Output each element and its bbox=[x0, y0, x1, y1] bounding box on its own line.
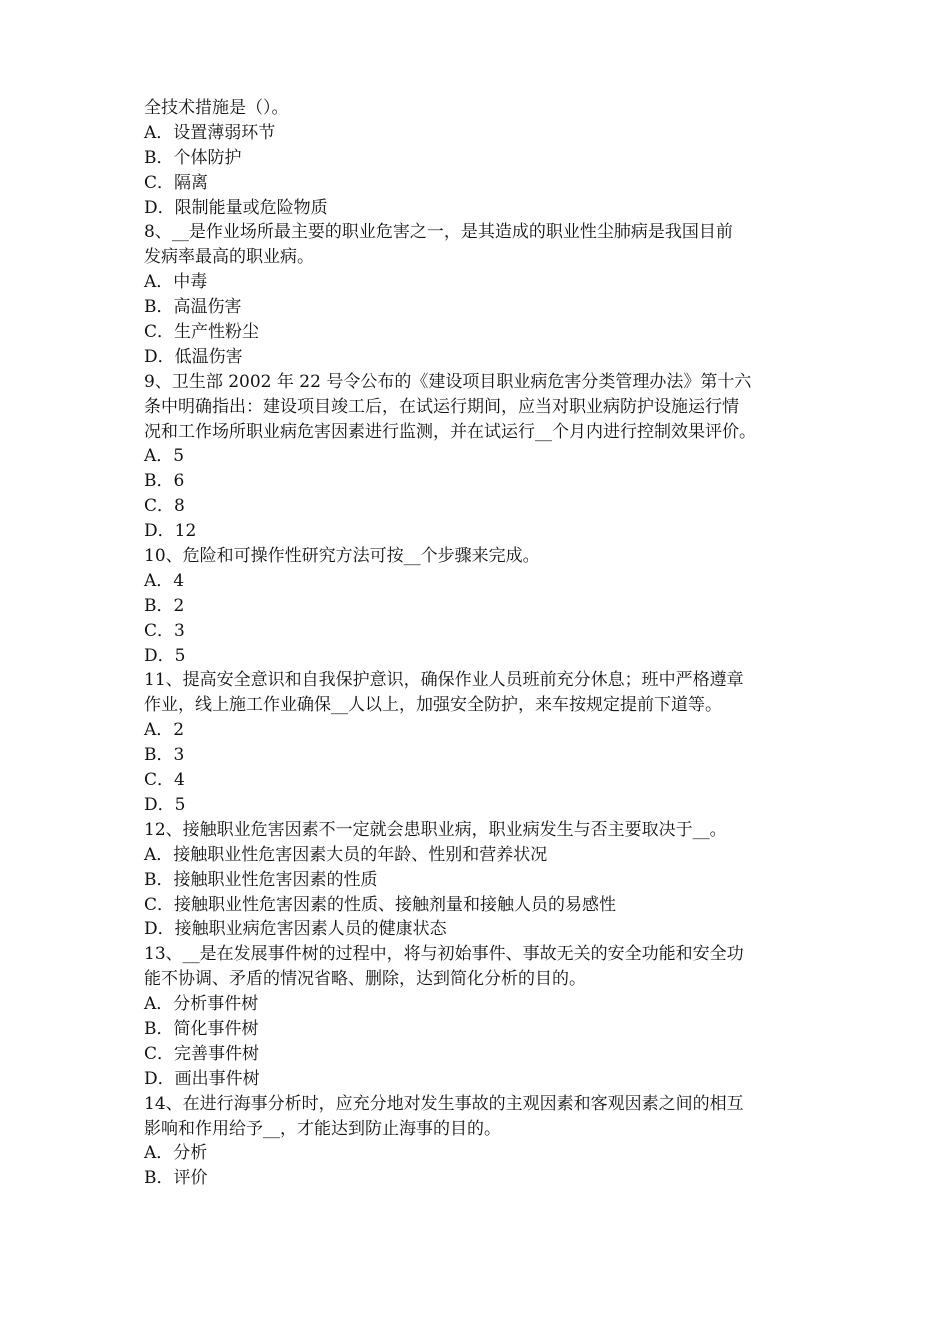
option-line: B．评价 bbox=[144, 1168, 208, 1189]
option-line: B．个体防护 bbox=[144, 147, 242, 168]
question-line: 能不协调、矛盾的情况省略、删除，达到简化分析的目的。 bbox=[144, 969, 586, 990]
option-line: C．生产性粉尘 bbox=[144, 322, 260, 343]
option-line: B．2 bbox=[144, 595, 185, 616]
question-line: 12、接触职业危害因素不一定就会患职业病，职业病发生与否主要取决于__。 bbox=[144, 819, 727, 840]
option-line: C．完善事件树 bbox=[144, 1043, 260, 1064]
option-line: D．接触职业病危害因素人员的健康状态 bbox=[144, 919, 447, 940]
question-line: 11、提高安全意识和自我保护意识，确保作业人员班前充分休息；班中严格遵章 bbox=[144, 670, 744, 691]
option-line: C．隔离 bbox=[144, 172, 209, 193]
option-line: C．4 bbox=[144, 770, 185, 791]
option-line: C．接触职业性危害因素的性质、接触剂量和接触人员的易感性 bbox=[144, 894, 617, 915]
text-line: 全技术措施是（）。 bbox=[144, 98, 289, 118]
question-line: 条中明确指出：建设项目竣工后，在试运行期间，应当对职业病防护设施运行情 bbox=[144, 396, 739, 417]
option-line: A．接触职业性危害因素大员的年龄、性别和营养状况 bbox=[144, 844, 548, 865]
option-line: A．中毒 bbox=[144, 272, 208, 293]
option-line: C．3 bbox=[144, 620, 185, 641]
question-line: 作业，线上施工作业确保__人以上，加强安全防护，来车按规定提前下道等。 bbox=[144, 695, 722, 716]
option-line: A．4 bbox=[144, 570, 185, 591]
option-line: D．限制能量或危险物质 bbox=[144, 197, 328, 218]
question-line: 况和工作场所职业病危害因素进行监测，并在试运行__个月内进行控制效果评价。 bbox=[144, 421, 756, 442]
option-line: A．分析 bbox=[144, 1143, 208, 1164]
option-line: C．8 bbox=[144, 496, 185, 517]
option-line: D．画出事件树 bbox=[144, 1068, 260, 1089]
option-line: D．低温伤害 bbox=[144, 346, 243, 367]
option-line: B．简化事件树 bbox=[144, 1018, 259, 1039]
option-line: D．12 bbox=[144, 521, 197, 542]
option-line: B．高温伤害 bbox=[144, 297, 242, 318]
question-line: 影响和作用给予__，才能达到防止海事的目的。 bbox=[144, 1118, 501, 1139]
option-line: A．分析事件树 bbox=[144, 994, 259, 1015]
question-line: 发病率最高的职业病。 bbox=[144, 247, 314, 268]
option-line: B．3 bbox=[144, 745, 185, 766]
question-line: 10、危险和可操作性研究方法可按__个步骤来完成。 bbox=[144, 546, 540, 567]
option-line: A．设置薄弱环节 bbox=[144, 122, 276, 143]
option-line: A．2 bbox=[144, 720, 185, 741]
question-line: 8、__是作业场所最主要的职业危害之一，是其造成的职业性尘肺病是我国目前 bbox=[144, 222, 733, 243]
document-body bbox=[144, 96, 824, 1191]
option-line: B．6 bbox=[144, 471, 185, 492]
question-line: 9、卫生部 2002 年 22 号令公布的《建设项目职业病危害分类管理办法》第十六 bbox=[144, 371, 752, 392]
question-line: 13、__是在发展事件树的过程中，将与初始事件、事故无关的安全功能和安全功 bbox=[144, 944, 744, 965]
question-line: 14、在进行海事分析时，应充分地对发生事故的主观因素和客观因素之间的相互 bbox=[144, 1093, 744, 1114]
option-line: B．接触职业性危害因素的性质 bbox=[144, 869, 378, 890]
option-line: A．5 bbox=[144, 446, 185, 467]
option-line: D．5 bbox=[144, 794, 186, 815]
option-line: D．5 bbox=[144, 645, 186, 666]
